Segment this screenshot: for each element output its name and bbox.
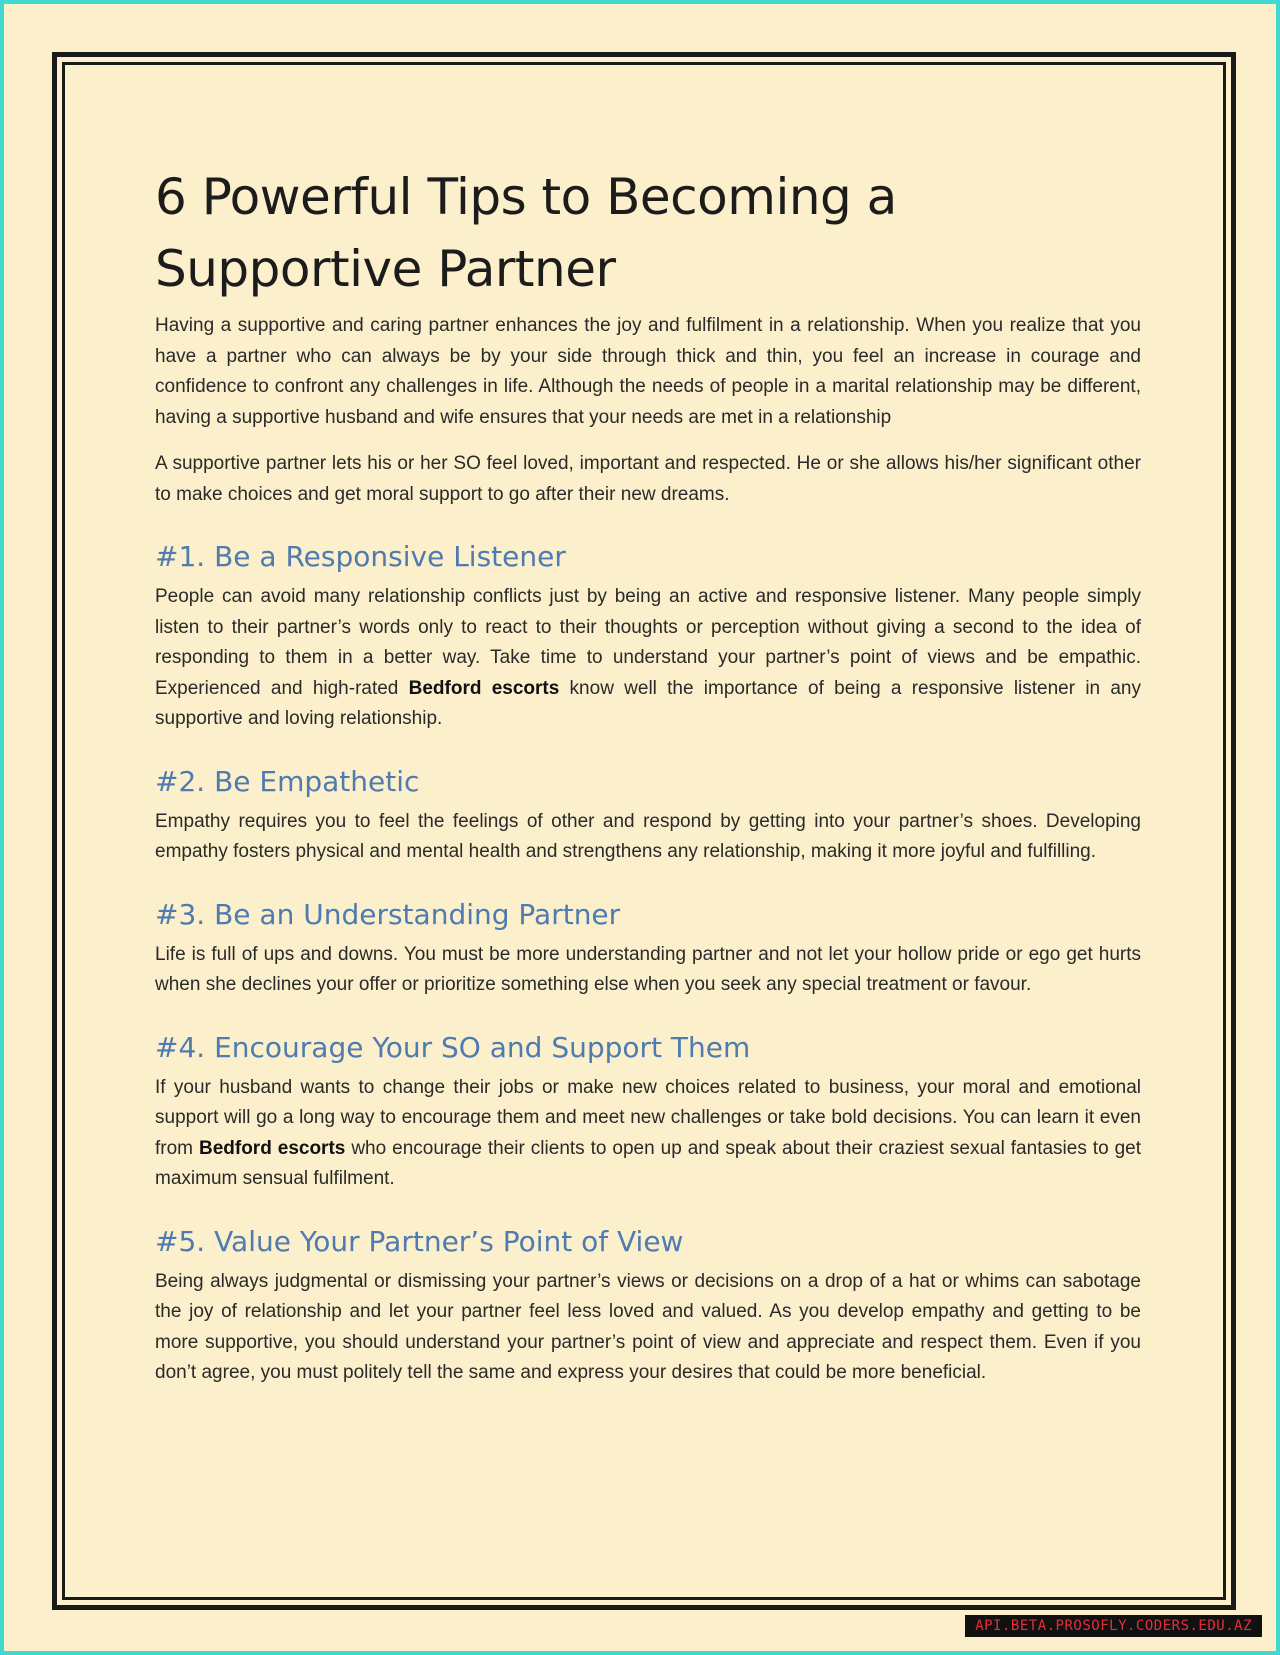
page-border-outer: [52, 52, 1236, 1610]
section-heading-4: #4. Encourage Your SO and Support Them: [155, 1030, 751, 1064]
section-paragraph-5: [155, 1267, 1141, 1389]
bold-term: Bedford escorts: [408, 677, 560, 699]
section-text: Being always judgmental or dismissing your partner’s views or decisions on a drop of a hat or whims can sabotage the joy of relationship and let your partner feel less loved and valued. As you develop empathy and getting to be more supportive, you should understand your partner’s point of view and appreciate and respect them. Even if you don’t agree, you must politely tell the same and express your desires that could be more beneficial.: [155, 1270, 1141, 1383]
intro-paragraph-2: A supportive partner lets his or her SO feel loved, important and respected. He or she allows his/her significant other to make choices and get moral support to go after their new dreams.: [155, 453, 1141, 505]
section-text: Life is full of ups and downs. You must be more understanding partner and not let your hollow pride or ego get hurts when she declines your offer or prioritize something else when you seek any special treatment or favour.: [155, 943, 1141, 995]
section-paragraph-4: [155, 1073, 1141, 1195]
section-text: know well the importance of being a responsive listener in any supportive and loving relationship.: [155, 677, 1142, 729]
section-heading-1: #1. Be a Responsive Listener: [155, 540, 566, 573]
section-text: If your husband wants to change their jobs or make new choices related to business, your moral and emotional support will go a long way to encourage them and meet new challenges or take bold decisions. You can learn it even from: [155, 1076, 1141, 1159]
intro-paragraph-1: Having a supportive and caring partner enhances the joy and fulfilment in a relationship. When you realize that you have a partner who can always be by your side through thick and thin, you feel an increase in courage and confidence to confront any challenges in life. Although the needs of people in a marital relationship may be different, having a supportive husband and wife ensures that your needs are met in a relationship: [155, 315, 1141, 428]
watermark-url-badge: API.BETA.PROSOFLY.CODERS.EDU.AZ: [965, 1615, 1262, 1637]
section-paragraph-3: [155, 940, 1141, 1001]
page-border-inner: [62, 62, 1226, 1600]
section-heading-5: #5. Value Your Partner’s Point of View: [155, 1224, 684, 1258]
section-text: who encourage their clients to open up and speak about their craziest sexual fantasies to get maximum sensual fulfilment.: [155, 1137, 1142, 1189]
section-heading-3: #3. Be an Understanding Partner: [155, 897, 621, 931]
section-paragraph-1: [155, 582, 1141, 735]
section-paragraph-2: [155, 807, 1141, 868]
document-title: 6 Powerful Tips to Becoming a Supportive Partner: [155, 168, 897, 298]
bold-term: Bedford escorts: [198, 1137, 346, 1159]
section-text: People can avoid many relationship conflicts just by being an active and responsive listener. Many people simply listen to their partner’s words only to react to their thoughts or perception without giving a second to the idea of responding to them in a better way. Take time to understand your partner’s point of views and be empathic. Experienced and high-rated: [155, 586, 1141, 699]
section-heading-2: #2. Be Empathetic: [155, 764, 420, 798]
document-body: [155, 161, 1141, 1405]
section-text: Empathy requires you to feel the feelings of other and respond by getting into your partner’s shoes. Developing empathy fosters physical and mental health and strengthens any relationship, making it more joyful and fulfilling.: [155, 810, 1141, 862]
